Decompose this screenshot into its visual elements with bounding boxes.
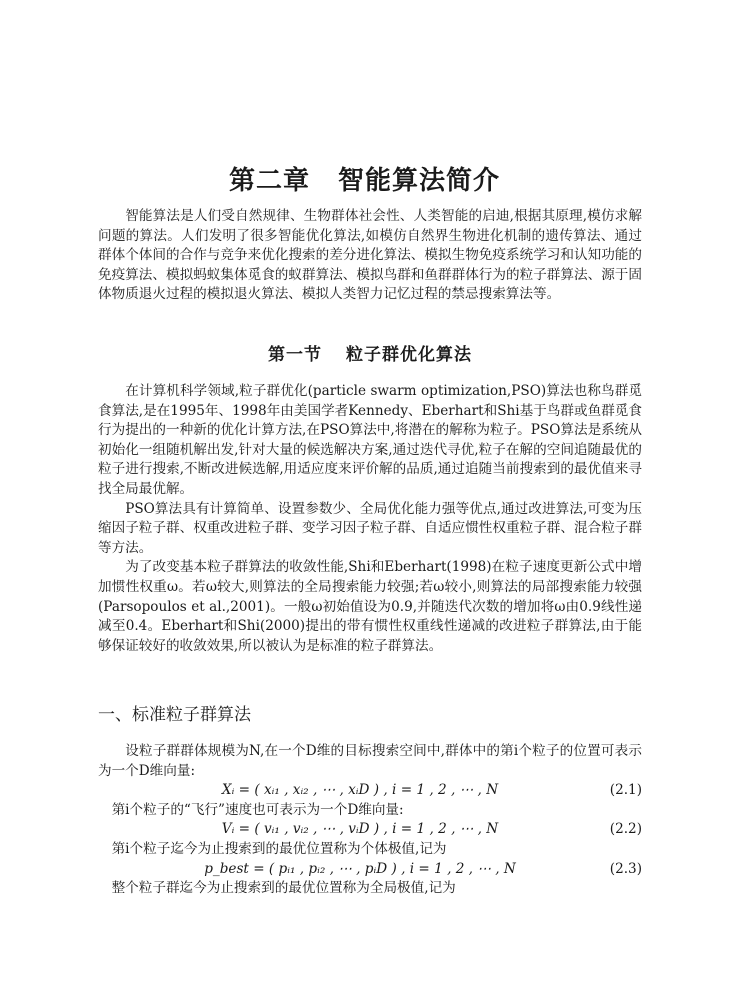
section-name: 粒子群优化算法 xyxy=(346,345,472,365)
chapter-name: 智能算法简介 xyxy=(338,166,501,196)
section-number: 第一节 xyxy=(268,345,322,365)
equation-formula: p_best = ( pᵢ₁ , pᵢ₂ , ⋯ , pᵢD ) , i = 1 , 2 , ⋯ , N xyxy=(204,860,516,877)
section-title xyxy=(98,340,642,365)
chapter-title xyxy=(0,160,729,197)
paragraph: PSO算法具有计算简单、设置参数少、全局优化能力强等优点,通过改进算法,可变为压缩因子粒子群、权重改进粒子群、变学习因子粒子群、自适应惯性权重粒子群、混合粒子群等方法。 xyxy=(98,500,642,556)
equation-number: (2.3) xyxy=(609,860,642,877)
equation-formula: Xᵢ = ( xᵢ₁ , xᵢ₂ , ⋯ , xᵢD ) , i = 1 , 2 , ⋯ , N xyxy=(221,782,499,799)
equation-number: (2.1) xyxy=(609,782,642,799)
paragraph: 整个粒子群迄今为止搜索到的最优位置称为全局极值,记为 xyxy=(111,880,456,897)
equation-number: (2.2) xyxy=(609,821,642,838)
subsection-body xyxy=(98,742,642,899)
paragraph: 为了改变基本粒子群算法的收敛性能,Shi和Eberhart(1998)在粒子速度更新公式中增加惯性权重ω。若ω较大,则算法的全局搜索能力较强;若ω较小,则算法的局部搜索能力较强(Parsopoulos et al.,2001)。一般ω初始值设为0.9,并随迭代次数的增加将ω由0.9线性递减至0.4。Eberhart和Shi(2000)提出的带有惯性权重线性递减的改进粒子群算法,由于能够保证较好的收敛效果,所以被认为是标准的粒子群算法。 xyxy=(98,559,642,654)
equation-formula: Vᵢ = ( vᵢ₁ , vᵢ₂ , ⋯ , vᵢD ) , i = 1 , 2 , ⋯ , N xyxy=(221,821,499,838)
intro-paragraph: 智能算法是人们受自然规律、生物群体社会性、人类智能的启迪,根据其原理,模仿求解问题的算法。人们发明了很多智能优化算法,如模仿自然界生物进化机制的遗传算法、通过群体个体间的合作与竞争来优化搜索的差分进化算法、模拟生物免疫系统学习和认知功能的免疫算法、模拟蚂蚁集体觅食的蚁群算法、模拟鸟群和鱼群群体行为的粒子群算法、源于固体物质退火过程的模拟退火算法、模拟人类智力记忆过程的禁忌搜索算法等。 xyxy=(98,208,642,303)
equation-2-3 xyxy=(98,860,642,880)
equation-2-2 xyxy=(98,820,642,840)
chapter-number: 第二章 xyxy=(228,166,310,196)
equation-2-1 xyxy=(98,781,642,801)
paragraph: 第i个粒子的“飞行”速度也可表示为一个D维向量: xyxy=(111,801,404,818)
section-paragraphs xyxy=(98,382,642,656)
paragraph: 设粒子群群体规模为N,在一个D维的目标搜索空间中,群体中的第i个粒子的位置可表示为一个D维向量: xyxy=(98,743,642,779)
paragraph: 在计算机科学领域,粒子群优化(particle swarm optimization,PSO)算法也称鸟群觅食算法,是在1995年、1998年由美国学者Kennedy、Eberhart和Shi基于鸟群或鱼群觅食行为提出的一种新的优化计算方法,在PSO算法中,将潜在的解称为粒子。PSO算法是系统从初始化一组随机解出发,针对大量的候选解决方案,通过迭代寻优,粒子在解的空间追随最优的粒子进行搜索,不断改进候选解,用适应度来评价解的品质,通过追随当前搜索到的最优值来寻找全局最优解。 xyxy=(98,383,642,497)
paragraph: 第i个粒子迄今为止搜索到的最优位置称为个体极值,记为 xyxy=(111,840,447,857)
subsection-title: 一、标准粒子群算法 xyxy=(98,705,251,725)
